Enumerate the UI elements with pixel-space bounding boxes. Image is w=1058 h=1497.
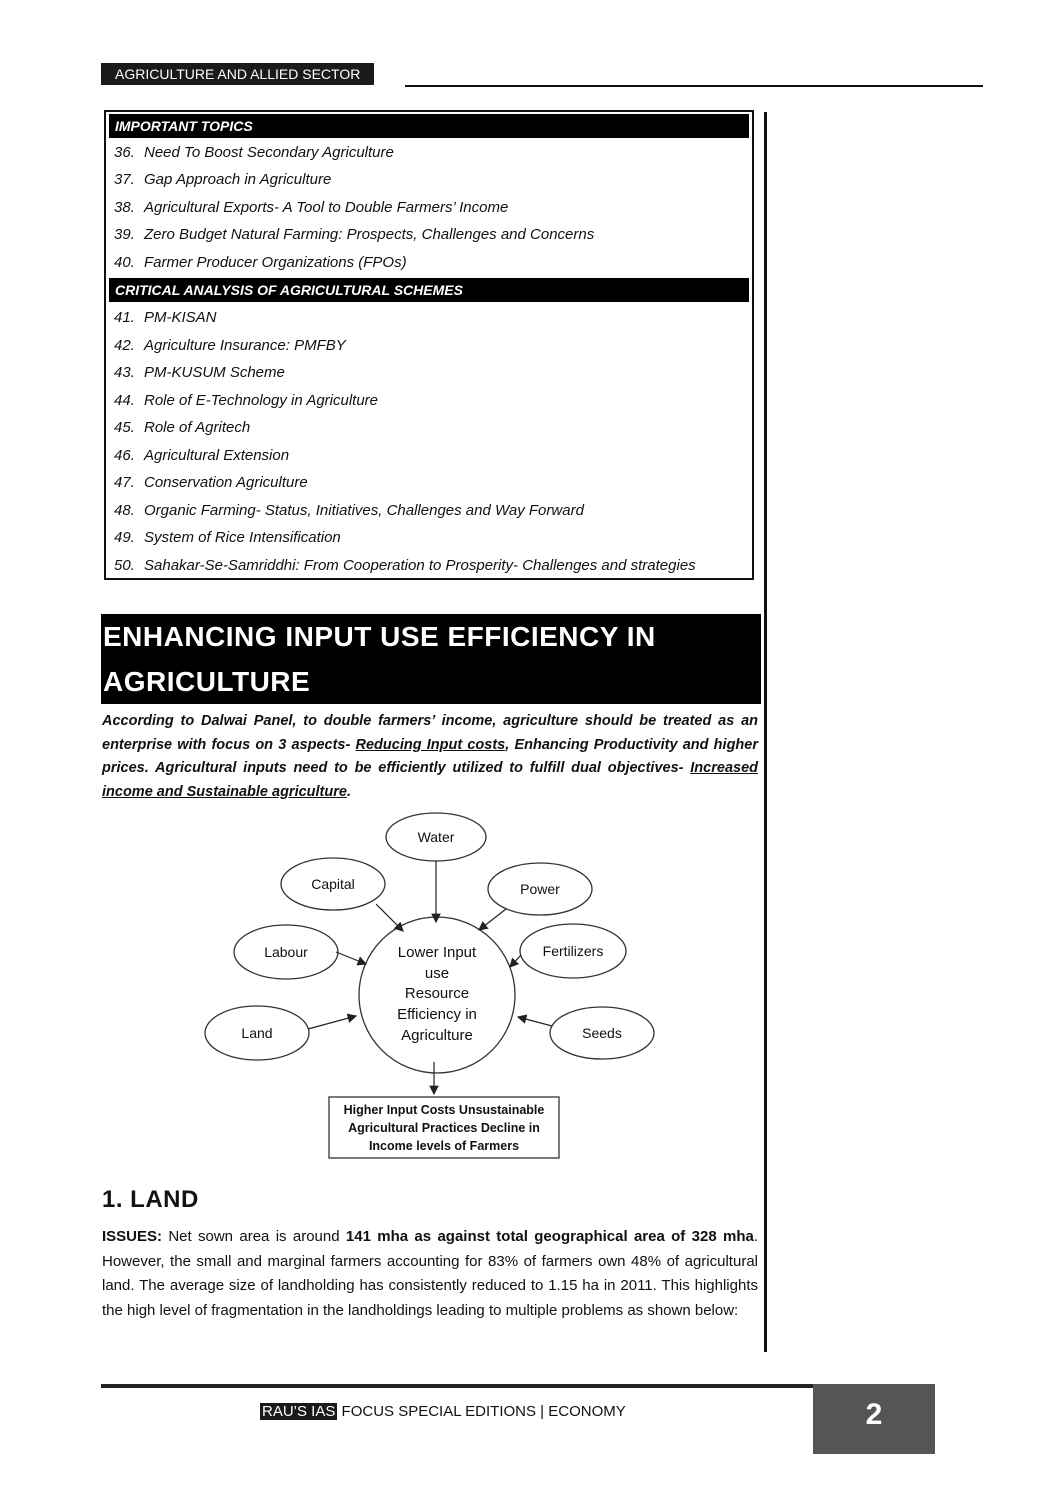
label-seeds: Seeds: [582, 1025, 622, 1041]
outcome-line: Income levels of Farmers: [368, 1139, 520, 1153]
topic-text: Agriculture Insurance: PMFBY: [144, 337, 346, 354]
topic-text: Role of Agritech: [144, 419, 251, 436]
issues-label: ISSUES:: [102, 1228, 163, 1245]
topics-box: [104, 110, 754, 580]
arrow-fertilizers: [510, 955, 521, 967]
topic-text: Agricultural Extension: [144, 447, 290, 464]
center-line: Resource: [404, 985, 470, 1002]
section-title: [101, 614, 761, 704]
topic-item: [114, 143, 394, 163]
label-capital: Capital: [311, 876, 355, 892]
label-fertilizers: Fertilizers: [542, 943, 604, 959]
topic-text: Agricultural Exports- A Tool to Double Farmers’ Income: [144, 199, 509, 216]
topic-item: [114, 308, 217, 328]
page-number: 2: [813, 1384, 935, 1454]
topic-item: [114, 501, 584, 521]
label-land: Land: [241, 1025, 273, 1041]
topic-item: [114, 473, 308, 493]
topic-item: [114, 198, 508, 218]
topic-item: [114, 391, 378, 411]
topic-item: [114, 336, 346, 356]
label-power: Power: [520, 881, 560, 897]
topic-number: 37.: [114, 171, 135, 188]
outcome-line: Higher Input Costs Unsustainable: [343, 1103, 545, 1117]
label-labour: Labour: [264, 944, 308, 960]
body-emphasis: 141 mha as against total geographical area of 328 mha: [345, 1228, 754, 1245]
center-line: Agriculture: [401, 1027, 473, 1044]
critical-analysis-heading: CRITICAL ANALYSIS OF AGRICULTURAL SCHEMES: [109, 278, 749, 302]
topic-text: Need To Boost Secondary Agriculture: [144, 144, 394, 161]
body-text: Net sown area is around: [162, 1228, 346, 1245]
topic-text: Gap Approach in Agriculture: [144, 171, 332, 188]
land-heading: 1. LAND: [102, 1186, 199, 1213]
topic-number: 40.: [114, 254, 135, 271]
topic-item: [114, 363, 285, 383]
topic-number: 36.: [114, 144, 135, 161]
topic-text: PM-KISAN: [144, 309, 217, 326]
topic-number: 49.: [114, 529, 135, 546]
body-text: . However, the small and marginal farmers accounting for 83% of farmers own 48% of agricultural land. The average size of landholding has consistently reduced to 1.15 ha in 2011. This highlights the high level of fragmentation in the landholdings leading to multiple problems as shown below:: [102, 1228, 758, 1319]
center-line: Lower Input: [397, 944, 477, 961]
outcome-line: Agricultural Practices Decline in: [348, 1121, 540, 1135]
topic-number: 46.: [114, 447, 135, 464]
footer-brand: RAU’S IAS: [262, 1403, 336, 1420]
header-rule: [405, 85, 983, 87]
arrow-capital: [376, 904, 403, 931]
topic-number: 39.: [114, 226, 135, 243]
intro-text: According to Dalwai Panel, to double farmers’ income, agriculture should be treated as an enterprise with focus on 3 aspects-: [102, 713, 758, 753]
topic-text: Sahakar-Se-Samriddhi: From Cooperation to Prosperity- Challenges and strategies: [144, 557, 696, 574]
topic-number: 50.: [114, 557, 135, 574]
intro-paragraph: [102, 710, 758, 804]
intro-text: , Enhancing Productivity and higher prices. Agricultural inputs need to be efficiently utilized to fulfill dual objectives-: [102, 736, 758, 776]
section-header-tag: AGRICULTURE AND ALLIED SECTOR: [101, 63, 374, 85]
arrow-seeds: [518, 1017, 552, 1026]
label-water: Water: [417, 829, 455, 845]
topic-item: [114, 170, 331, 190]
intro-text: .: [346, 783, 351, 800]
right-margin-rule: [764, 112, 767, 1352]
topic-text: Role of E-Technology in Agriculture: [144, 392, 379, 409]
topic-text: Conservation Agriculture: [144, 474, 308, 491]
topic-item: [114, 556, 696, 576]
input-efficiency-diagram: [198, 812, 658, 1162]
footer-text: [260, 1402, 626, 1422]
topic-item: [114, 418, 250, 438]
intro-emphasis: Increased income and Sustainable agriculture: [102, 760, 758, 800]
topic-number: 47.: [114, 474, 135, 491]
topic-text: PM-KUSUM Scheme: [144, 364, 285, 381]
topic-number: 44.: [114, 392, 135, 409]
arrow-power: [479, 909, 506, 930]
topic-number: 45.: [114, 419, 135, 436]
important-topics-heading: IMPORTANT TOPICS: [109, 114, 749, 138]
intro-emphasis: Reducing Input costs: [355, 736, 506, 753]
topic-number: 48.: [114, 502, 135, 519]
section-title-line: AGRICULTURE: [103, 666, 311, 697]
arrow-labour: [336, 952, 366, 964]
topic-number: 38.: [114, 199, 135, 216]
topic-item: [114, 446, 289, 466]
topic-number: 41.: [114, 309, 135, 326]
center-line: Efficiency in: [397, 1006, 477, 1023]
topic-text: Farmer Producer Organizations (FPOs): [144, 254, 407, 271]
topic-item: [114, 253, 407, 273]
land-issues-paragraph: [102, 1225, 758, 1323]
topic-item: [114, 528, 341, 548]
topic-text: Zero Budget Natural Farming: Prospects, Challenges and Concerns: [144, 226, 595, 243]
topic-text: System of Rice Intensification: [144, 529, 341, 546]
center-line: use: [424, 965, 450, 982]
topic-number: 42.: [114, 337, 135, 354]
topic-number: 43.: [114, 364, 135, 381]
section-title-line: ENHANCING INPUT USE EFFICIENCY IN: [103, 621, 656, 652]
topic-text: Organic Farming- Status, Initiatives, Challenges and Way Forward: [144, 502, 584, 519]
arrow-land: [308, 1016, 356, 1029]
topic-item: [114, 225, 594, 245]
footer-rule: [101, 1384, 835, 1388]
footer-edition: FOCUS SPECIAL EDITIONS | ECONOMY: [337, 1403, 626, 1420]
